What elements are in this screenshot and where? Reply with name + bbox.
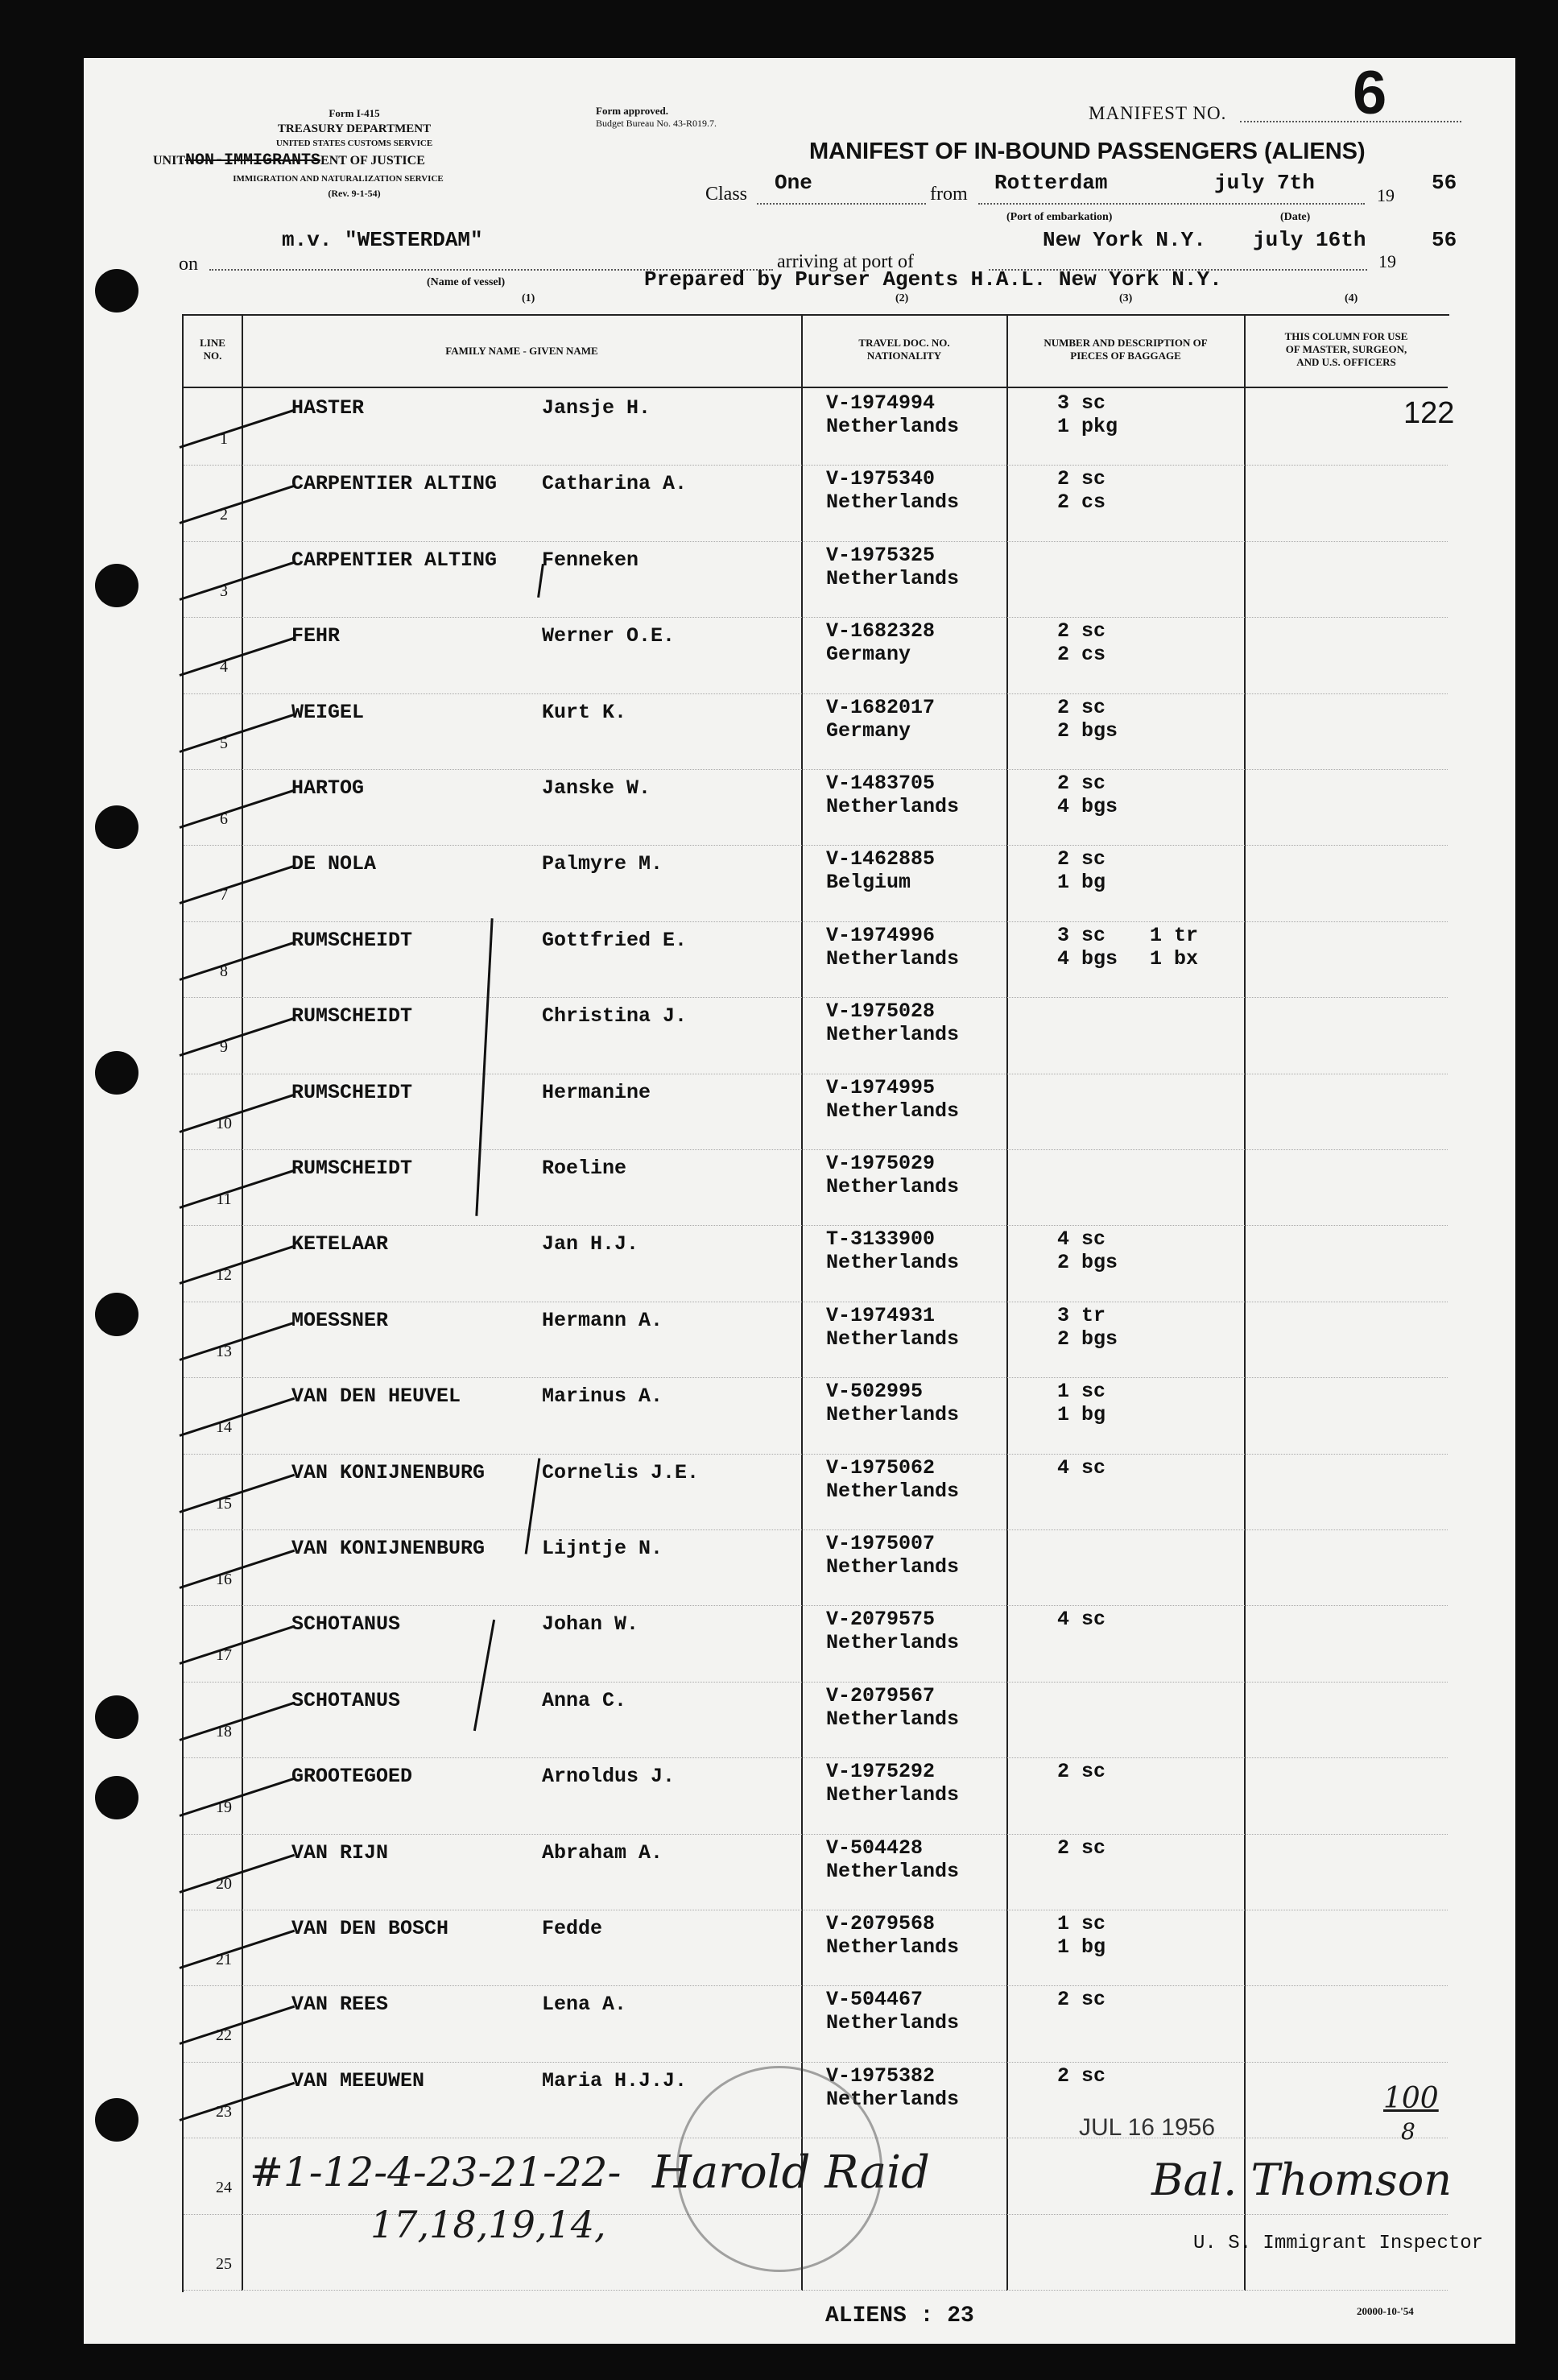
arrival-date: july 16th (1253, 228, 1366, 252)
travel-doc-cell (826, 1836, 959, 1883)
travel-doc-number: V-1975325 (826, 543, 936, 567)
given-name: Jansje H. (542, 396, 651, 420)
family-name: RUMSCHEIDT (291, 928, 413, 952)
class-label: Class (705, 184, 748, 205)
line-number: 24 (216, 2179, 232, 2197)
punch-hole (95, 1695, 138, 1739)
arrival-year: 56 (1432, 228, 1457, 252)
line-number: 15 (216, 1494, 232, 1513)
from-line (978, 203, 1365, 205)
family-name: RUMSCHEIDT (291, 1157, 413, 1180)
travel-doc-cell (826, 1684, 959, 1731)
travel-doc-number: V-1974995 (826, 1075, 936, 1099)
from-label: from (930, 184, 968, 205)
on-label: on (179, 254, 198, 275)
table-row (184, 1226, 1448, 1302)
table-row (184, 1378, 1448, 1454)
table-row (184, 466, 1448, 541)
table-row (184, 1758, 1448, 1834)
travel-doc-cell (826, 772, 959, 818)
given-name: Lijntje N. (542, 1537, 663, 1560)
vessel-caption: (Name of vessel) (427, 276, 506, 288)
departure-year: 56 (1432, 171, 1457, 195)
family-name: CARPENTIER ALTING (291, 548, 498, 572)
travel-doc-number: V-1462885 (826, 847, 936, 871)
line-number: 20 (216, 1874, 232, 1893)
header-rule (182, 387, 1448, 388)
manifest-no-line (1240, 121, 1461, 122)
baggage: 2 sc 2 cs (1057, 619, 1106, 667)
family-name: HASTER (291, 396, 365, 420)
line-number: 10 (216, 1114, 232, 1132)
nationality: Netherlands (826, 1403, 960, 1427)
travel-doc-number: V-504467 (826, 1988, 924, 2012)
table-row (184, 1986, 1448, 2062)
footer-aliens-count: ALIENS : 23 (825, 2303, 974, 2328)
travel-doc-number: V-1974994 (826, 391, 936, 415)
punch-hole (95, 1776, 138, 1819)
line-number: 3 (220, 582, 228, 600)
table-row (184, 694, 1448, 770)
arriving-label: arriving at port of (777, 251, 914, 272)
prepared-by: Prepared by Purser Agents H.A.L. New York N.Y. (644, 267, 1222, 292)
year-prefix: 19 (1377, 185, 1395, 205)
family-name: DE NOLA (291, 852, 377, 876)
table-row (184, 998, 1448, 1074)
family-name: VAN RIJN (291, 1840, 389, 1865)
vessel-name: m.v. "WESTERDAM" (282, 228, 483, 252)
travel-doc-cell (826, 1000, 959, 1046)
baggage: 2 sc 1 bg (1057, 847, 1106, 895)
col-num-4: (4) (1345, 292, 1358, 304)
nationality: Netherlands (826, 1935, 960, 1959)
given-name: Lena A. (542, 1993, 627, 2017)
family-name: GROOTEGOED (291, 1765, 413, 1789)
line-number: 2 (220, 506, 228, 524)
travel-doc-number: V-1975029 (826, 1152, 936, 1175)
nationality: Netherlands (826, 490, 960, 515)
travel-doc-number: V-1974931 (826, 1303, 936, 1327)
struck-overprint: NON-IMMIGRANTS (185, 151, 321, 170)
given-name: Roeline (542, 1157, 627, 1180)
family-name: VAN DEN BOSCH (291, 1917, 449, 1940)
family-name: WEIGEL (291, 700, 365, 724)
baggage: 4 sc 2 bgs (1057, 1227, 1118, 1275)
baggage: 2 sc (1057, 1988, 1106, 2012)
family-name: HARTOG (291, 776, 365, 800)
baggage: 4 sc (1057, 1455, 1106, 1480)
given-name: Jan H.J. (542, 1232, 639, 1256)
nationality: Netherlands (826, 1099, 960, 1123)
nationality: Netherlands (826, 1631, 960, 1655)
given-name: Janske W. (542, 776, 651, 800)
travel-doc-number: V-1682328 (826, 619, 936, 644)
travel-doc-number: T-3133900 (826, 1227, 936, 1252)
nationality: Netherlands (826, 1023, 960, 1047)
line-number: 21 (216, 1951, 232, 1968)
line-number: 16 (216, 1571, 232, 1588)
line-number: 5 (220, 734, 228, 752)
nationality: Germany (826, 643, 911, 667)
given-name: Maria H.J.J. (542, 2068, 688, 2092)
family-name: MOESSNER (291, 1308, 389, 1332)
travel-doc-cell (826, 696, 935, 743)
given-name: Fenneken (542, 548, 639, 572)
travel-doc-cell (826, 1760, 959, 1807)
nationality: Netherlands (826, 566, 960, 590)
baggage: 2 sc (1057, 1836, 1106, 1860)
travel-doc-cell (826, 847, 935, 894)
given-name: Fedde (542, 1917, 603, 1940)
travel-doc-cell (826, 391, 959, 438)
travel-doc-number: V-1975340 (826, 467, 936, 491)
punch-hole (95, 564, 138, 607)
travel-doc-number: V-1975007 (826, 1532, 936, 1555)
family-name: VAN REES (291, 1993, 389, 2017)
baggage: 2 sc 2 cs (1057, 467, 1106, 515)
line-number: 23 (216, 2102, 232, 2121)
travel-doc-cell (826, 467, 959, 514)
line-number: 22 (216, 2026, 232, 2045)
table-row (184, 770, 1448, 846)
line-number: 11 (216, 1190, 232, 1208)
given-name: Marinus A. (542, 1385, 663, 1409)
departure-date: july 7th (1214, 171, 1315, 195)
col-num-1: (1) (522, 292, 535, 304)
given-name: Christina J. (542, 1004, 688, 1029)
line-number: 25 (216, 2254, 232, 2273)
given-name: Abraham A. (542, 1840, 663, 1865)
table-row (184, 1530, 1448, 1606)
manifest-title: MANIFEST OF IN-BOUND PASSENGERS (ALIENS) (809, 139, 1366, 164)
dept-prefix: UNIT (153, 154, 186, 168)
table-row (184, 618, 1448, 693)
table-row (184, 1835, 1448, 1910)
travel-doc-number: V-1974996 (826, 923, 936, 947)
given-name: Kurt K. (542, 700, 627, 724)
nationality: Belgium (826, 871, 911, 895)
year-prefix: 19 (1378, 251, 1396, 271)
given-name: Catharina A. (542, 472, 688, 496)
manifest-no-label: MANIFEST NO. (1089, 103, 1227, 123)
travel-doc-cell (826, 1532, 959, 1579)
nationality: Netherlands (826, 946, 960, 971)
officer-note: 122 (1403, 396, 1455, 430)
travel-doc-cell (826, 1380, 959, 1426)
baggage: 4 sc (1057, 1608, 1106, 1632)
handwritten-line-numbers: #1-12-4-23-21-22- (250, 2149, 622, 2196)
nationality: Netherlands (826, 1251, 960, 1275)
port-embarkation-caption: (Port of embarkation) (1006, 211, 1113, 223)
table-row (184, 922, 1448, 998)
travel-doc-number: V-1975382 (826, 2063, 936, 2088)
table-row (184, 1455, 1448, 1530)
table-row (184, 846, 1448, 921)
arrival-port: New York N.Y. (1043, 228, 1206, 252)
line-number: 1 (220, 430, 228, 448)
travel-doc-cell (826, 1988, 959, 2034)
approval-line-1: Form approved. (596, 105, 669, 117)
travel-doc-number: V-502995 (826, 1380, 924, 1404)
header-officers: THIS COLUMN FOR USE OF MASTER, SURGEON, AND U.S. OFFICERS (1284, 330, 1408, 368)
nationality: Netherlands (826, 1783, 960, 1807)
table-row (184, 1074, 1448, 1150)
baggage: 3 sc 1 pkg (1057, 391, 1118, 438)
line-number: 9 (220, 1038, 228, 1057)
form-number: Form I-415 (329, 107, 380, 119)
footer-print-code: 20000-10-'54 (1357, 2305, 1414, 2317)
nationality: Netherlands (826, 1859, 960, 1883)
form-revision: (Rev. 9-1-54) (328, 188, 381, 199)
family-name: VAN DEN HEUVEL (291, 1385, 461, 1409)
family-name: VAN MEEUWEN (291, 2068, 425, 2092)
baggage: 3 tr 2 bgs (1057, 1303, 1118, 1351)
travel-doc-cell (826, 1304, 959, 1351)
nationality: Netherlands (826, 2011, 960, 2035)
nationality: Netherlands (826, 2087, 960, 2111)
hand-fraction-bottom: 8 (1401, 2118, 1415, 2145)
nationality: Netherlands (826, 1707, 960, 1731)
line-number: 14 (216, 1418, 232, 1437)
col-num-3: (3) (1119, 292, 1133, 304)
class-line (757, 203, 926, 205)
travel-doc-cell (826, 1456, 959, 1503)
manifest-number: 6 (1353, 59, 1387, 127)
travel-doc-cell (826, 1912, 959, 1959)
date-caption: (Date) (1280, 211, 1311, 223)
handwritten-line-numbers-2: 17,18,19,14, (370, 2203, 606, 2246)
travel-doc-cell (826, 544, 959, 590)
nationality: Netherlands (826, 1175, 960, 1198)
punch-hole (95, 2098, 138, 2142)
inspector-signature: Bal. Thomson (1151, 2154, 1452, 2205)
baggage: 2 sc (1057, 2063, 1106, 2088)
nationality: Netherlands (826, 1327, 960, 1351)
travel-doc-cell (826, 1076, 959, 1123)
nationality: Germany (826, 718, 911, 743)
punch-hole (95, 1293, 138, 1336)
table-row (184, 1150, 1448, 1226)
table-row (184, 1606, 1448, 1682)
dept-customs: UNITED STATES CUSTOMS SERVICE (275, 139, 433, 148)
punch-hole (95, 269, 138, 313)
travel-doc-cell (826, 1152, 959, 1198)
family-name: VAN KONIJNENBURG (291, 1537, 486, 1560)
baggage: 2 sc 4 bgs (1057, 772, 1118, 818)
given-name: Cornelis J.E. (542, 1460, 700, 1484)
baggage: 1 sc 1 bg (1057, 1380, 1106, 1427)
given-name: Werner O.E. (542, 624, 676, 648)
family-name: KETELAAR (291, 1232, 389, 1256)
travel-doc-number: V-1682017 (826, 695, 936, 719)
travel-doc-number: V-2079567 (826, 1683, 936, 1707)
class-value: One (775, 171, 812, 195)
handwritten-signature-left: Harold Raid (652, 2146, 930, 2199)
given-name: Arnoldus J. (542, 1765, 676, 1789)
given-name: Palmyre M. (542, 852, 663, 876)
table-row (184, 1910, 1448, 1986)
baggage: 3 sc 4 bgs (1057, 923, 1118, 971)
dept-treasury: TREASURY DEPARTMENT (277, 122, 432, 135)
line-number: 8 (220, 962, 228, 980)
punch-hole (95, 805, 138, 849)
given-name: Anna C. (542, 1688, 627, 1712)
row-divider (184, 2290, 1448, 2291)
baggage: 1 sc 1 bg (1057, 1912, 1106, 1959)
given-name: Hermann A. (542, 1308, 663, 1332)
nationality: Netherlands (826, 415, 960, 438)
nationality: Netherlands (826, 1555, 960, 1579)
col-num-2: (2) (895, 292, 909, 304)
family-name: FEHR (291, 624, 341, 648)
travel-doc-cell (826, 924, 959, 971)
nationality: Netherlands (826, 795, 960, 818)
date-stamp: JUL 16 1956 (1079, 2114, 1216, 2141)
baggage: 2 sc 2 bgs (1057, 695, 1118, 743)
dept-ins: IMMIGRATION AND NATURALIZATION SERVICE (233, 174, 444, 184)
given-name: Johan W. (542, 1612, 639, 1637)
travel-doc-number: V-1975292 (826, 1760, 936, 1784)
table-row (184, 1683, 1448, 1758)
family-name: CARPENTIER ALTING (291, 472, 498, 496)
line-number: 7 (220, 886, 228, 904)
baggage: 2 sc (1057, 1760, 1106, 1784)
hand-fraction-top: 100 (1383, 2082, 1439, 2115)
travel-doc-number: V-1975028 (826, 1000, 936, 1024)
family-name: RUMSCHEIDT (291, 1004, 413, 1029)
header-travel-doc: TRAVEL DOC. NO. NATIONALITY (858, 337, 950, 362)
travel-doc-number: V-2079575 (826, 1608, 936, 1632)
table-row (184, 542, 1448, 618)
travel-doc-number: V-1975062 (826, 1455, 936, 1480)
family-name: RUMSCHEIDT (291, 1080, 413, 1104)
travel-doc-number: V-1483705 (826, 772, 936, 795)
table-row (184, 390, 1455, 466)
header-baggage: NUMBER AND DESCRIPTION OF PIECES OF BAGGAGE (1043, 337, 1208, 362)
header-name: FAMILY NAME - GIVEN NAME (445, 345, 598, 357)
line-number: 18 (216, 1722, 232, 1741)
family-name: SCHOTANUS (291, 1688, 401, 1712)
line-number: 17 (216, 1646, 232, 1665)
circular-stamp (676, 2066, 882, 2272)
approval-line-2: Budget Bureau No. 43-R019.7. (596, 118, 717, 129)
dept-justice (153, 151, 515, 170)
travel-doc-number: V-504428 (826, 1836, 924, 1860)
travel-doc-cell (826, 1608, 959, 1654)
line-number: 19 (216, 1798, 232, 1817)
punch-hole (95, 1051, 138, 1095)
dept-suffix: ENT OF JUSTICE (320, 154, 425, 168)
given-name: Gottfried E. (542, 928, 688, 952)
header-line-no: LINE NO. (200, 337, 225, 362)
given-name: Hermanine (542, 1080, 651, 1104)
nationality: Netherlands (826, 1479, 960, 1503)
family-name: VAN KONIJNENBURG (291, 1460, 486, 1484)
table-row (184, 1302, 1448, 1378)
line-number: 13 (216, 1342, 232, 1360)
travel-doc-number: V-2079568 (826, 1912, 936, 1935)
line-number: 12 (216, 1266, 232, 1285)
embarkation-port: Rotterdam (994, 171, 1108, 195)
baggage-extra: 1 tr 1 bx (1150, 923, 1199, 971)
line-number: 6 (220, 810, 228, 828)
family-name: SCHOTANUS (291, 1612, 401, 1637)
travel-doc-cell (826, 619, 935, 666)
travel-doc-cell (826, 1227, 959, 1274)
inspector-label: U. S. Immigrant Inspector (1193, 2233, 1484, 2254)
line-number: 4 (220, 658, 228, 677)
